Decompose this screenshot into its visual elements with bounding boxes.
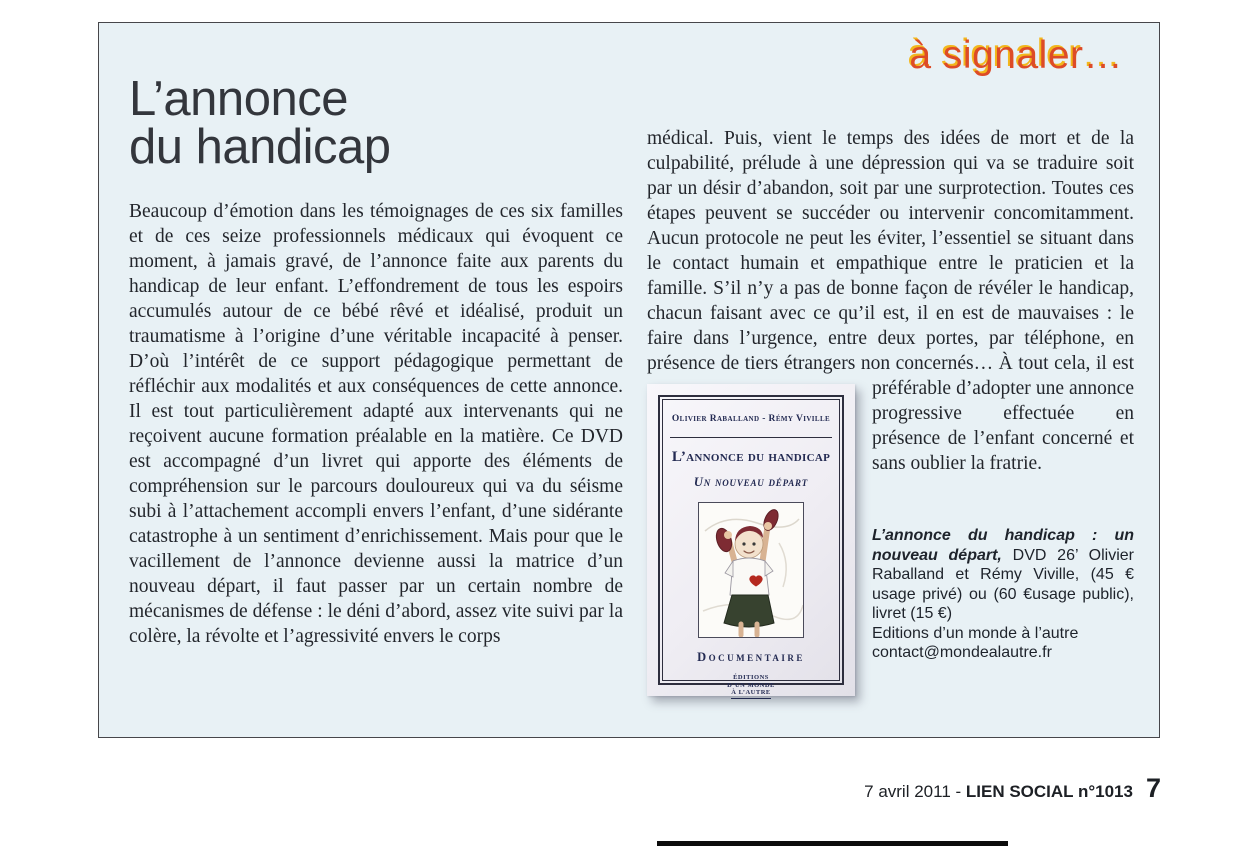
column-2-text-top: médical. Puis, vient le temps des idées de mort et de la culpabilité, prélude à une dépression qui va se traduire soit par un désir d’abandon, soit par une surprotection. Toutes ces étapes peuvent se succéder ou intervenir concomitamment. Aucun protocole ne peut les éviter, l’essentiel se situant dans le contact humain et empathique entre le praticien et la famille. S’il n’y a pas de bonne façon de révéler le handicap, chacun faisant avec ce qu’il est, il en est de mauvaises : le faire dans l’urgence, entre deux portes, par téléphone, en présence de tiers étrangers non concernés… À tout bbox=[647, 128, 1134, 374]
dvd-publisher-line1: ÉDITIONS bbox=[733, 674, 769, 681]
caption-publisher: Editions d’un monde à l’autre bbox=[872, 624, 1079, 642]
dvd-cover-frame bbox=[658, 395, 844, 696]
article-column-2 bbox=[647, 126, 1134, 700]
article-title bbox=[129, 72, 391, 174]
dvd-cover bbox=[647, 384, 855, 696]
dvd-cover-genre: Documentaire bbox=[697, 650, 805, 664]
column-2-text-wrap: cela, il est préférable d’adopter une annonce progressive effectuée en présence de l’enfant concerné et sans oublier la fratrie. bbox=[872, 353, 1134, 474]
caption-body: DVD 26’ Olivier Raballand et Rémy Viville, (45 € usage privé) ou (60 €usage public), livret (15 €) bbox=[872, 546, 1135, 622]
dvd-cover-title: L’annonce du handicap bbox=[671, 449, 831, 465]
caption-email: contact@mondealautre.fr bbox=[872, 644, 1052, 661]
dvd-publisher-line3: À L’AUTRE bbox=[731, 689, 770, 699]
caption-title: L’annonce du handicap : un nouveau départ, bbox=[872, 527, 1134, 564]
dvd-cover-publisher bbox=[660, 674, 842, 699]
dvd-cover-artwork bbox=[698, 502, 804, 638]
page-footer bbox=[864, 773, 1161, 804]
dvd-cover-subtitle: Un nouveau départ bbox=[693, 475, 809, 489]
dvd-cover-authors: Olivier Raballand - Rémy Viville bbox=[670, 407, 832, 438]
article-column-1-text: Beaucoup d’émotion dans les témoignages de ces six familles et de ces seize professionnels médicaux qui évoquent ce moment, à jamais gravé, de l’annonce faite aux parents du handicap de leur enfant. L’effondrement de tous les espoirs accumulés autour de ce bébé rêvé et idéalisé, produit un traumatisme à l’origine d’une véritable incapacité à penser. D’où l’intérêt de ce support pédagogique permettant de réfléchir aux modalités et aux conséquences de cette annonce. Il est tout particulièrement adapté aux intervenants qui ne reçoivent aucune formation préalable en la matière. Ce DVD est accompagné d’un livret qui apporte des éléments de compréhension sur le parcours douloureux qui va du séisme subi à l’attachement accompli envers l’enfant, d’une sidérante catastrophe à un sentiment d’enrichissement. Mais pour que le vacillement de l’annonce devienne aussi la matrice d’un nouveau départ, il faut passer par un certain nombre de mécanismes de défense : le déni d’abord, assez vite suivi par la colère, la révolte et l’agressivité envers le corps bbox=[129, 201, 623, 647]
section-label: à signaler… bbox=[909, 34, 1123, 77]
article-title-line2: du handicap bbox=[129, 120, 391, 174]
article-panel bbox=[98, 22, 1160, 738]
footer-magazine: LIEN SOCIAL n°1013 bbox=[965, 782, 1133, 801]
footer-date: 7 avril 2011 - bbox=[864, 782, 966, 801]
dvd-publisher-line2: D’UN MONDE bbox=[727, 681, 775, 689]
girl-illustration bbox=[699, 503, 803, 637]
article-title-line1: L’annonce bbox=[129, 72, 348, 126]
footer-page-number: 7 bbox=[1145, 773, 1161, 803]
scan-artifact-bar bbox=[657, 841, 1008, 846]
article-column-1 bbox=[129, 199, 623, 649]
dvd-cover-figure bbox=[647, 384, 855, 696]
